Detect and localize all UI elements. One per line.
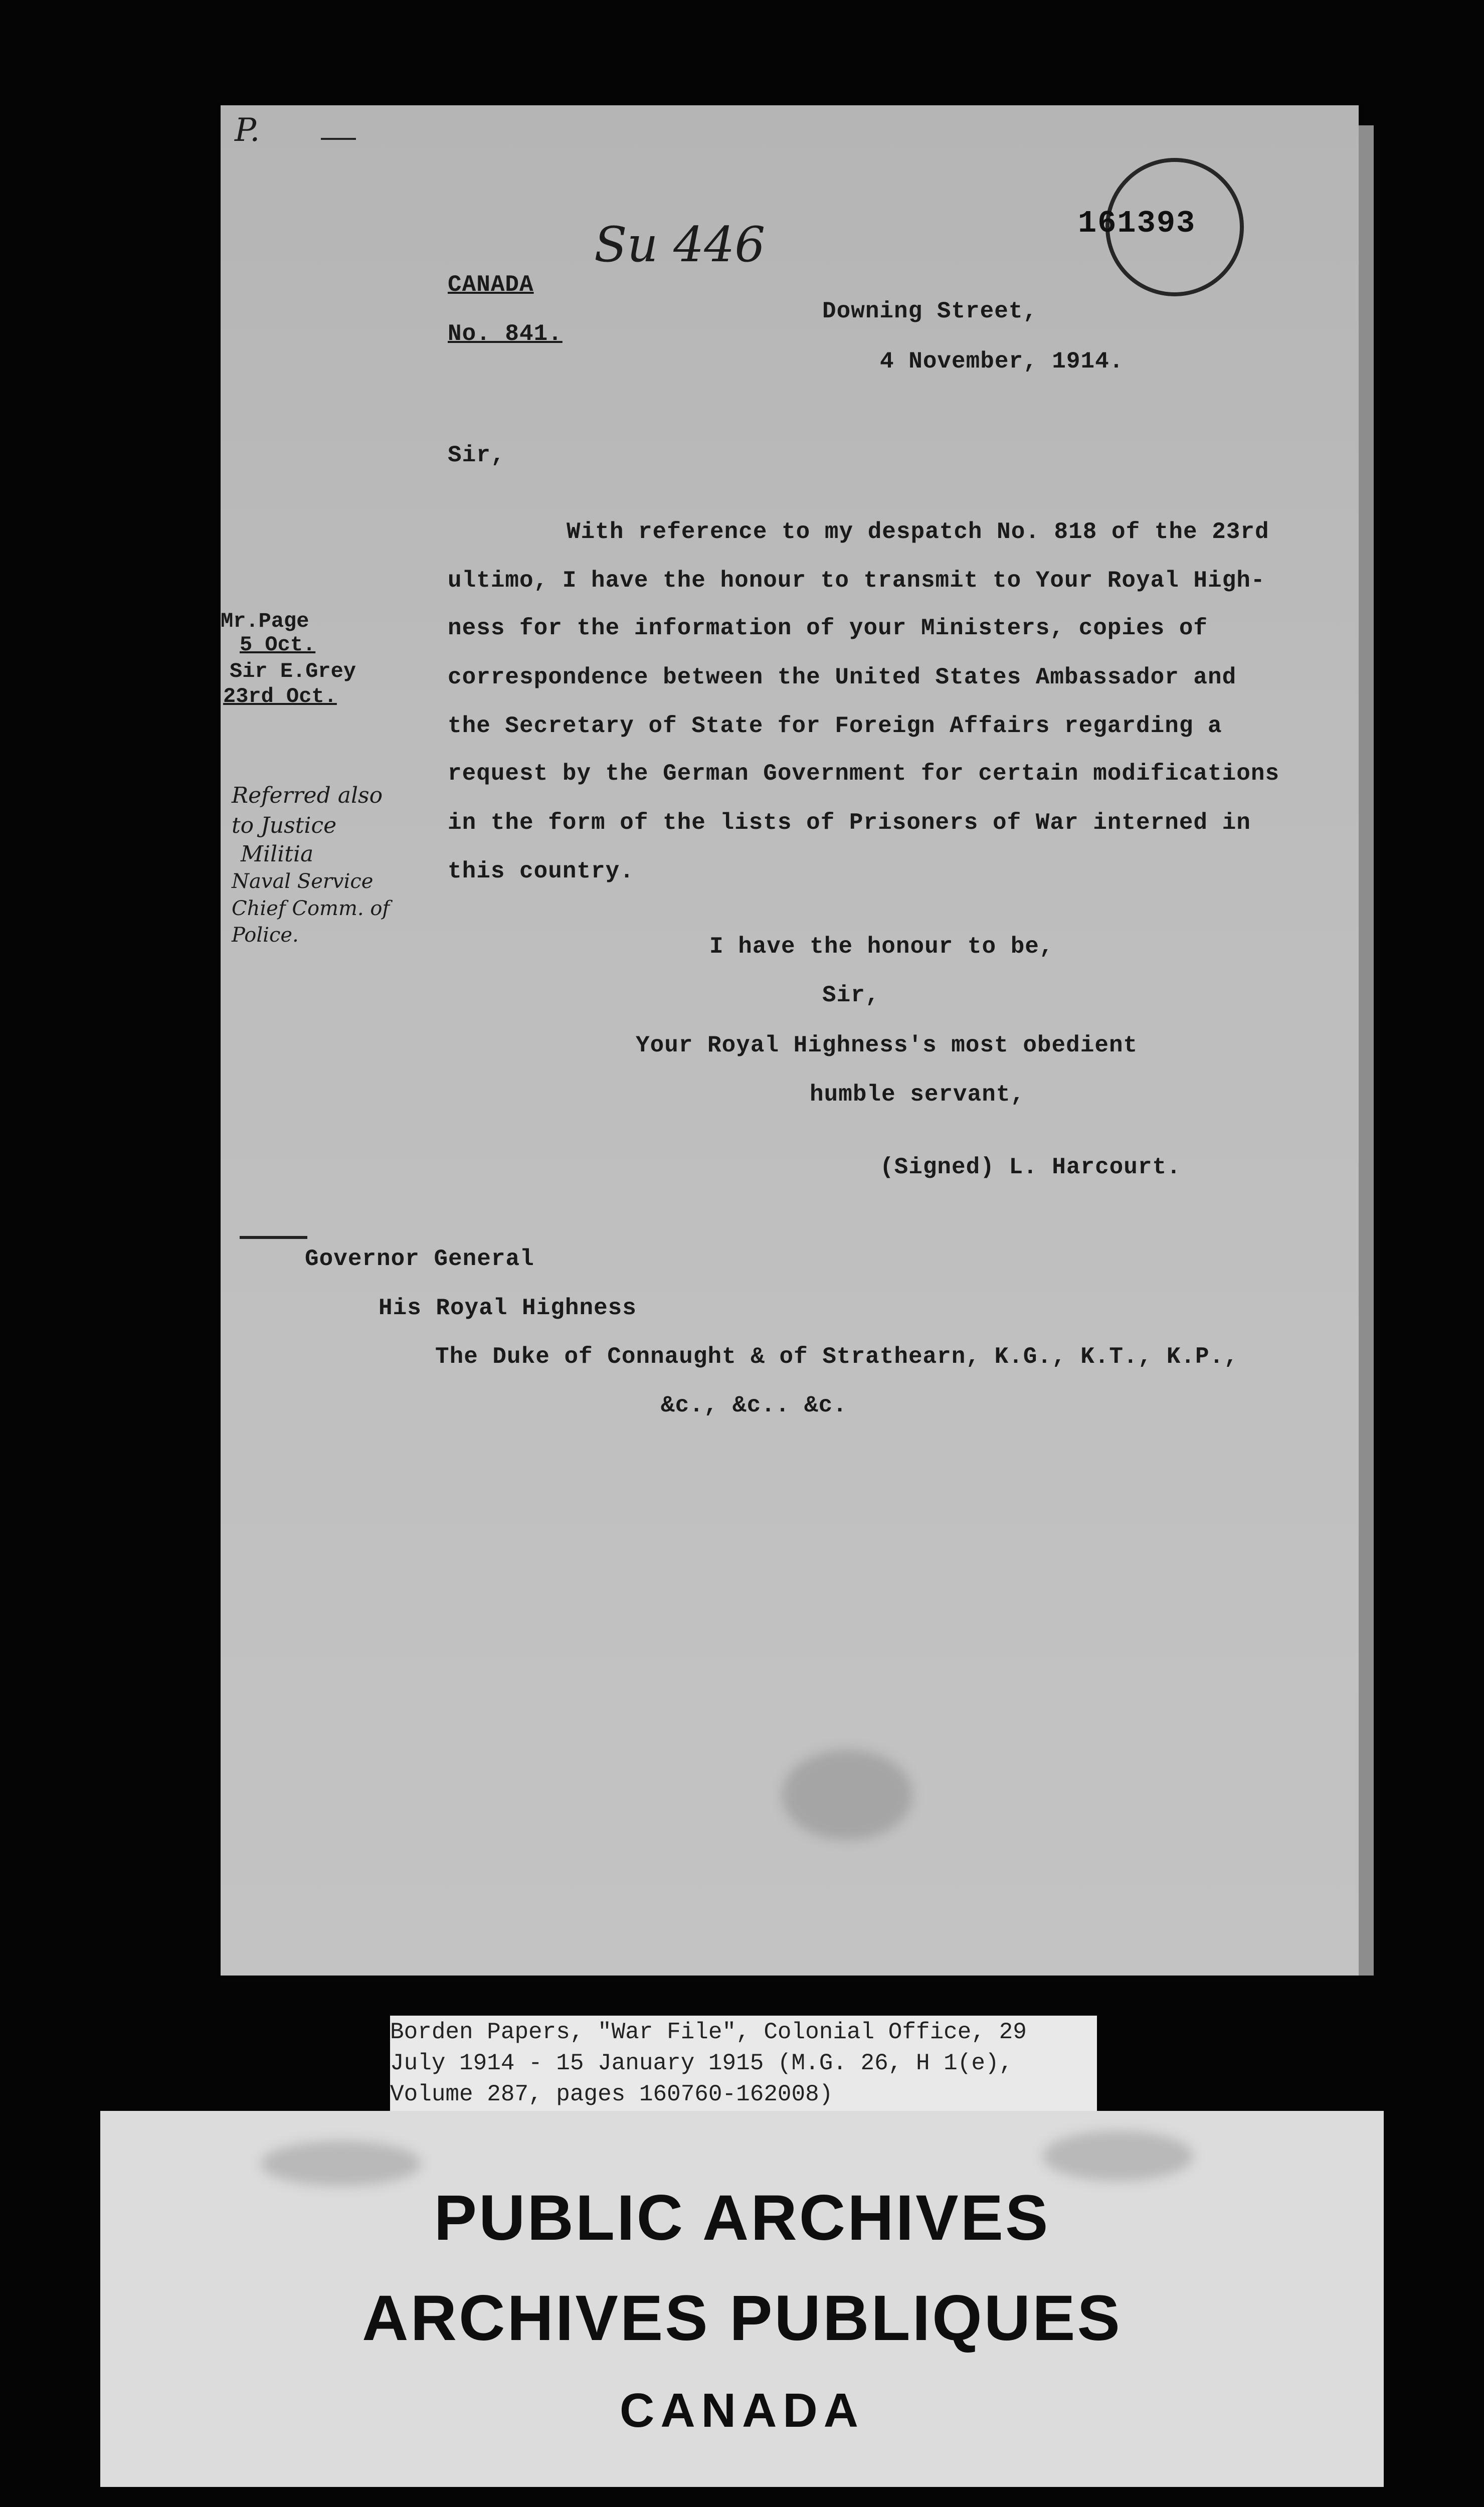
paper-edge-shadow bbox=[1359, 125, 1374, 1976]
body-line: correspondence between the United States Ambassador and bbox=[448, 664, 1237, 690]
body-line: With reference to my despatch No. 818 of the 23rd bbox=[567, 519, 1269, 545]
handwritten-margin-note: Chief Comm. of bbox=[232, 897, 390, 920]
handwritten-margin-note: to Justice bbox=[232, 813, 337, 838]
salutation: Sir, bbox=[448, 442, 505, 468]
handwritten-reference: Su 446 bbox=[594, 217, 766, 273]
closing-line: I have the honour to be, bbox=[709, 934, 1054, 960]
despatch-number: No. 841. bbox=[448, 321, 563, 347]
registry-stamp-number: 161393 bbox=[1078, 206, 1196, 241]
sender-place: Downing Street, bbox=[822, 298, 1038, 324]
addressee-line: Governor General bbox=[305, 1246, 534, 1272]
addressee-line: &c., &c.. &c. bbox=[661, 1392, 847, 1418]
margin-note: Mr.Page bbox=[221, 609, 309, 633]
country-heading: CANADA bbox=[448, 272, 534, 298]
letter-date: 4 November, 1914. bbox=[880, 348, 1124, 375]
card-smudge bbox=[1043, 2131, 1193, 2181]
handwritten-margin-note: Militia bbox=[241, 841, 314, 867]
paper-smudge bbox=[782, 1750, 912, 1840]
archives-french: ARCHIVES PUBLIQUES bbox=[362, 2282, 1122, 2354]
signature: (Signed) L. Harcourt. bbox=[880, 1154, 1181, 1180]
body-line: request by the German Government for certain modifications bbox=[448, 761, 1280, 787]
pen-mark bbox=[240, 1236, 307, 1239]
handwritten-margin-note: Police. bbox=[232, 924, 299, 947]
handwritten-margin-note: Naval Service bbox=[232, 870, 374, 893]
margin-note: 5 Oct. bbox=[240, 633, 316, 657]
closing-line: humble servant, bbox=[810, 1082, 1025, 1108]
body-line: ness for the information of your Ministers, copies of bbox=[448, 615, 1208, 641]
corner-mark: P. bbox=[235, 112, 260, 149]
caption-line: Borden Papers, "War File", Colonial Office, 29 bbox=[390, 2019, 1027, 2045]
addressee-line: His Royal Highness bbox=[379, 1295, 637, 1321]
margin-note: 23rd Oct. bbox=[223, 684, 337, 708]
body-line: in the form of the lists of Prisoners of War interned in bbox=[448, 810, 1251, 836]
body-line: this country. bbox=[448, 858, 634, 884]
archives-card bbox=[100, 2111, 1384, 2487]
closing-line: Sir, bbox=[822, 982, 880, 1008]
caption-line: Volume 287, pages 160760-162008) bbox=[390, 2081, 833, 2107]
caption-line: July 1914 - 15 January 1915 (M.G. 26, H 1(e), bbox=[390, 2050, 1013, 2076]
caption-strip bbox=[390, 2016, 1097, 2112]
card-smudge bbox=[261, 2141, 421, 2186]
closing-line: Your Royal Highness's most obedient bbox=[636, 1032, 1138, 1058]
archives-english: PUBLIC ARCHIVES bbox=[434, 2182, 1050, 2254]
handwritten-margin-note: Referred also bbox=[232, 783, 383, 808]
corner-dash bbox=[321, 138, 356, 140]
body-line: ultimo, I have the honour to transmit to Your Royal High- bbox=[448, 568, 1265, 594]
body-line: the Secretary of State for Foreign Affairs regarding a bbox=[448, 713, 1222, 739]
margin-note: Sir E.Grey bbox=[230, 659, 356, 683]
archives-country: CANADA bbox=[620, 2384, 864, 2437]
addressee-line: The Duke of Connaught & of Strathearn, K.G., K.T., K.P., bbox=[435, 1344, 1238, 1370]
